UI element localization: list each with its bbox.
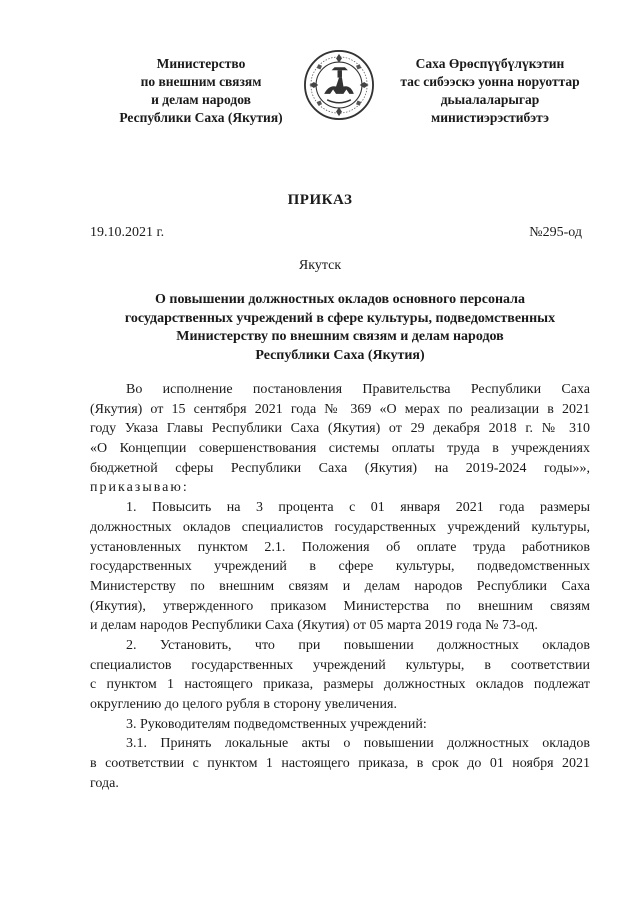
body-line: приказываю: bbox=[90, 480, 189, 496]
ministry-name-russian bbox=[96, 55, 306, 127]
body-line: (Якутия), утвержденного приказом Министерства по внешним связям bbox=[90, 598, 590, 614]
body-line: Министерству по внешним связям и делам народов Республики Саха bbox=[90, 578, 590, 594]
subject-line: государственных учреждений в сфере культуры, подведомственных bbox=[124, 310, 556, 326]
body-line: «О Концепции совершенствования системы оплаты труда в учреждениях bbox=[90, 441, 590, 457]
body-line: округлению до целого рубля в сторону увеличения. bbox=[90, 697, 397, 712]
body-line: года. bbox=[90, 775, 119, 791]
header-left-line: Министерство bbox=[156, 56, 246, 71]
subject-line: Республики Саха (Якутия) bbox=[255, 347, 425, 363]
order-date: 19.10.2021 г. bbox=[90, 225, 165, 240]
body-line: 1. Повысить на 3 процента с 01 января 2021 года размеры bbox=[126, 500, 590, 516]
body-line: специалистов государственных учреждений культуры, в соответствии bbox=[90, 657, 590, 673]
body-line: государственных учреждений в сфере культуры, подведомственных bbox=[90, 559, 590, 575]
body-line: (Якутия) от 15 сентября 2021 года № 369 «О мерах по реализации в 2021 bbox=[90, 401, 590, 417]
header-right-line: тас сибээскэ уонна норуоттар bbox=[400, 74, 580, 89]
order-subject bbox=[90, 291, 590, 365]
body-line: должностных окладов специалистов государственных учреждений культуры, bbox=[90, 519, 590, 535]
body-line: 2. Установить, что при повышении должностных окладов bbox=[126, 637, 590, 653]
order-number: №295-од bbox=[529, 225, 582, 240]
header-right-line: дьыалаларыгар bbox=[440, 92, 540, 107]
header-right-line: Саха Өрөспүүбүлүкэтин bbox=[415, 56, 565, 71]
header-left-line: и делам народов bbox=[151, 92, 251, 107]
order-city: Якутск bbox=[298, 258, 342, 273]
body-line: 3.1. Принять локальные акты о повышении должностных окладов bbox=[126, 736, 590, 752]
body-line: и делам народов Республики Саха (Якутия) от 05 марта 2019 года № 73-од. bbox=[90, 618, 538, 634]
document-title: ПРИКАЗ bbox=[287, 192, 353, 208]
ministry-name-yakut bbox=[380, 55, 600, 127]
header-left-line: по внешним связям bbox=[140, 74, 262, 89]
subject-line: О повышении должностных окладов основного персонала bbox=[155, 292, 525, 307]
body-line: с пунктом 1 настоящего приказа, размеры должностных окладов подлежат bbox=[90, 677, 590, 693]
body-line: 3. Руководителям подведомственных учреждений: bbox=[126, 716, 427, 732]
body-line: в соответствии с пунктом 1 настоящего приказа, в срок до 01 ноября 2021 bbox=[90, 756, 590, 772]
coat-of-arms-emblem-icon bbox=[302, 48, 376, 122]
header-right-line: министиэрэстибэтэ bbox=[431, 110, 549, 125]
body-line: году Указа Главы Республики Саха (Якутия) от 29 декабря 2018 г. № 310 bbox=[90, 421, 590, 437]
body-line: бюджетной сферы Республики Саха (Якутия) на 2019-2024 годы»», bbox=[90, 460, 590, 476]
body-line: установленных пунктом 2.1. Положения об оплате труда работников bbox=[90, 539, 590, 555]
header-left-line: Республики Саха (Якутия) bbox=[119, 110, 283, 125]
body-line: Во исполнение постановления Правительства Республики Саха bbox=[126, 382, 590, 397]
subject-line: Министерству по внешним связям и делам народов bbox=[176, 329, 504, 344]
order-body bbox=[90, 380, 590, 793]
